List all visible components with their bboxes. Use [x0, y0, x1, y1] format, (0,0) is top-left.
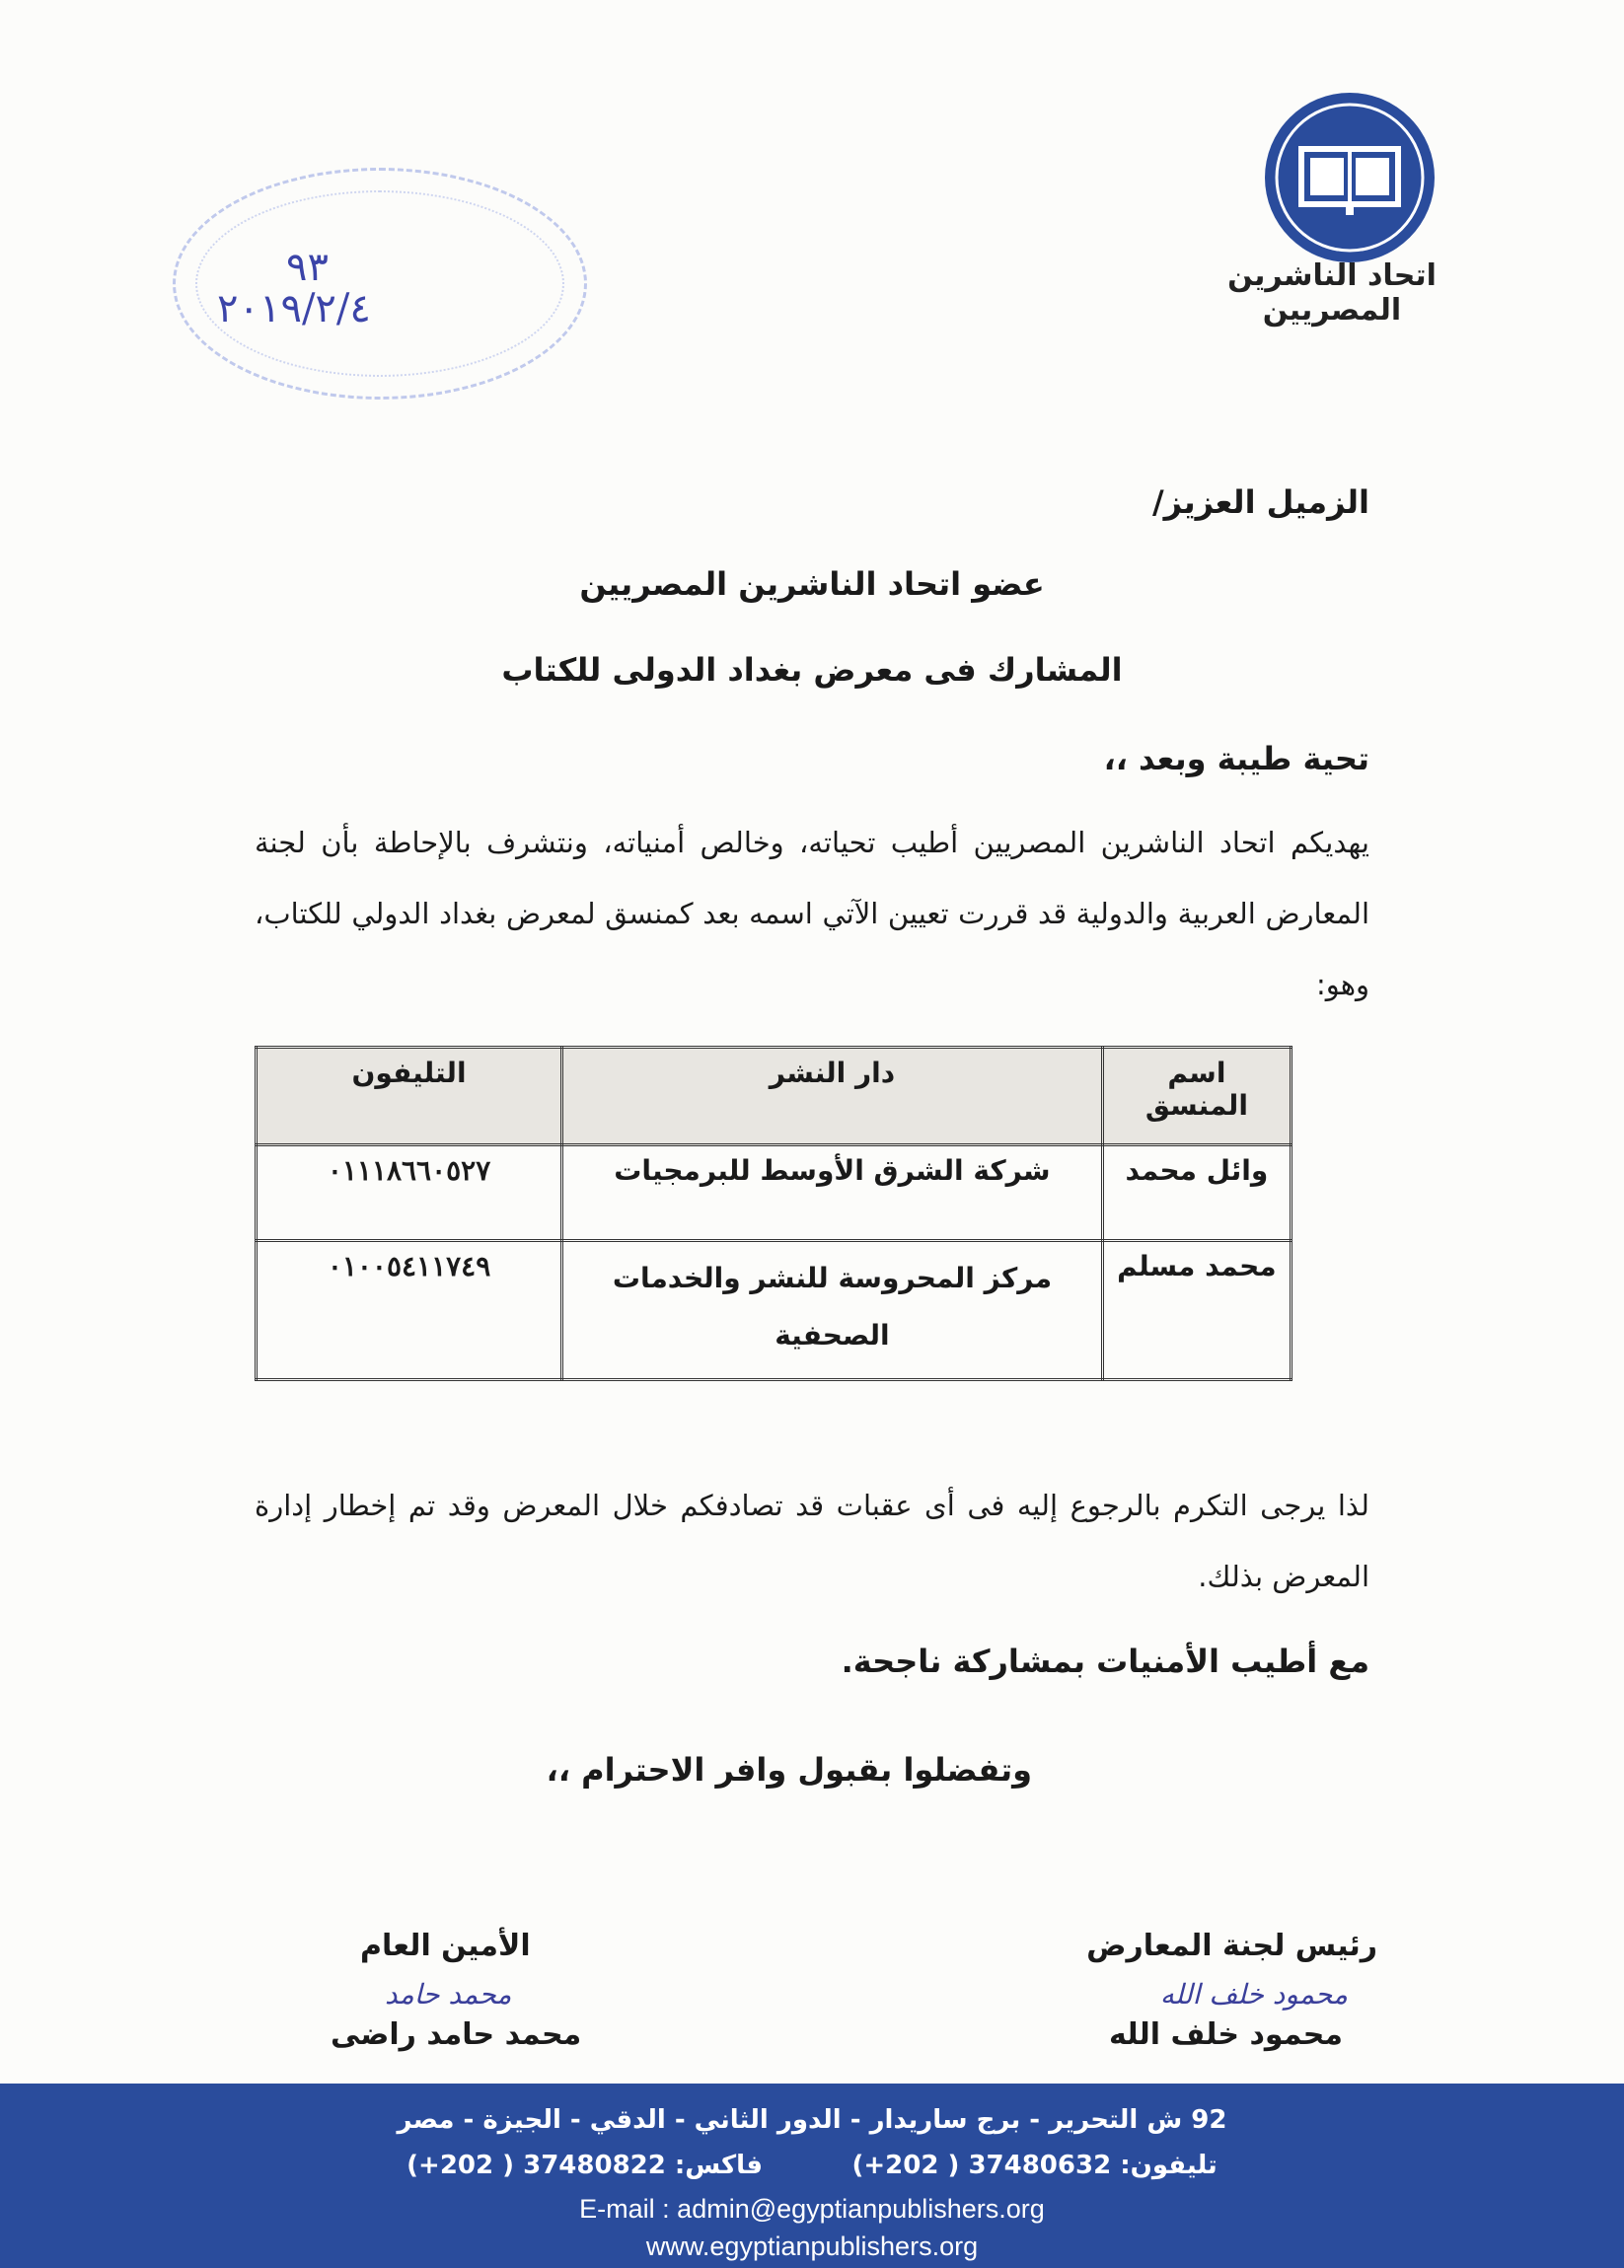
cell-coordinator: وائل محمد	[1102, 1145, 1291, 1241]
cell-phone: ٠١٠٠٥٤١١٧٤٩	[257, 1241, 562, 1380]
signatory-name-secretary: محمد حامد راضى	[331, 2017, 582, 2052]
signatory-title-exhibitions: رئيس لجنة المعارض	[1086, 1929, 1377, 1963]
table-row	[257, 1145, 1292, 1241]
greeting: تحية طيبة وبعد ،،	[1103, 740, 1369, 777]
stamp-date: ٢٠١٩/٢/٤	[217, 286, 371, 331]
signatory-title-secretary: الأمين العام	[360, 1929, 531, 1963]
col-header-coordinator: اسم المنسق	[1102, 1048, 1291, 1145]
cell-coordinator: محمد مسلم	[1102, 1241, 1291, 1380]
body-paragraph: يهديكم اتحاد الناشرين المصريين أطيب تحياته، وخالص أمنياته، ونتشرف بالإحاطة بأن لجنة المعارض العربية والدولية قد قررت تعيين الآتي اسمه بعد كمنسق لمعرض بغداد الدولي للكتاب، وهو:	[255, 826, 1369, 1001]
footer-website-link[interactable]: www.egyptianpublishers.org	[645, 2231, 979, 2261]
footer-address: 92 ش التحرير - برج ساريدار - الدور الثاني - الدقي - الجيزة - مصر	[397, 2105, 1227, 2135]
coordinators-table	[255, 1046, 1292, 1381]
regards-line: وتفضلوا بقبول وافر الاحترام ،،	[546, 1751, 1032, 1789]
cell-publisher: مركز المحروسة للنشر والخدمات الصحفية	[562, 1241, 1103, 1380]
footer-email[interactable]: E-mail : admin@egyptianpublishers.org	[579, 2194, 1045, 2224]
handwritten-signature: محمد حامد	[385, 1978, 512, 2011]
footer-phone-fax: تليفون: 37480632 ( 202+) فاكس: 37480822 ( 202+)	[406, 2151, 1218, 2180]
signatory-name-exhibitions: محمود خلف الله	[1109, 2017, 1343, 2052]
open-book-icon	[1261, 89, 1439, 266]
subject-line-1: عضو اتحاد الناشرين المصريين	[579, 565, 1045, 603]
registration-stamp	[173, 168, 587, 400]
closing-paragraph: لذا يرجى التكرم بالرجوع إليه فى أى عقبات قد تصادفكم خلال المعرض وقد تم إخطار إدارة المعرض بذلك.	[255, 1489, 1369, 1593]
cell-phone: ٠١١١٨٦٦٠٥٢٧	[257, 1145, 562, 1241]
stamp-number: ٩٣	[286, 245, 329, 290]
footer-bar	[0, 2084, 1624, 2268]
org-name: اتحاد الناشرين المصريين	[1227, 258, 1437, 328]
subject-line-2: المشارك فى معرض بغداد الدولى للكتاب	[501, 651, 1123, 689]
col-header-publisher: دار النشر	[562, 1048, 1103, 1145]
handwritten-signature: محمود خلف الله	[1159, 1978, 1348, 2011]
table-row	[257, 1241, 1292, 1380]
table-header-row	[257, 1048, 1292, 1145]
cell-publisher: شركة الشرق الأوسط للبرمجيات	[562, 1145, 1103, 1241]
wishes-line: مع أطيب الأمنيات بمشاركة ناجحة.	[841, 1643, 1369, 1680]
col-header-phone: التليفون	[257, 1048, 562, 1145]
salutation: الزميل العزيز/	[1151, 483, 1369, 521]
